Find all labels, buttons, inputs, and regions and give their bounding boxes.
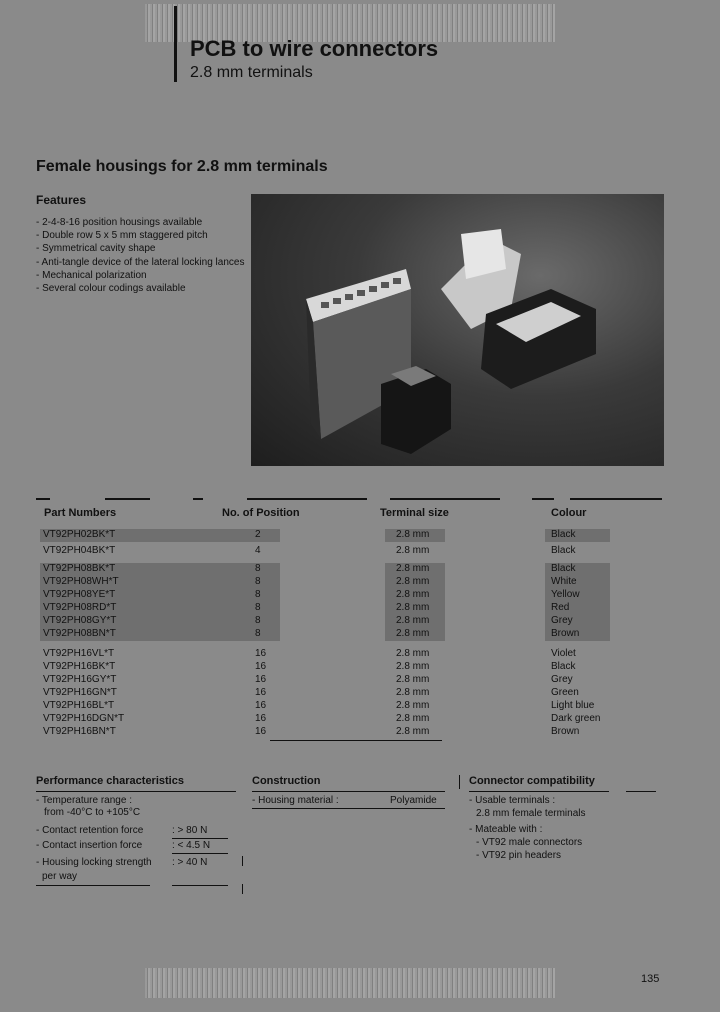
product-photo xyxy=(251,194,664,466)
compat-line: - VT92 male connectors xyxy=(476,837,583,848)
table-cell-colour: White xyxy=(551,576,577,587)
feature-item: - Double row 5 x 5 mm staggered pitch xyxy=(36,230,208,242)
perf-retention-label: - Contact retention force xyxy=(36,825,144,836)
table-cell-positions: 2 xyxy=(255,529,261,540)
table-cell-part: VT92PH02BK*T xyxy=(43,529,116,540)
table-cell-positions: 16 xyxy=(255,700,267,711)
table-cell-part: VT92PH16DGN*T xyxy=(43,713,125,724)
table-cell-colour: Brown xyxy=(551,726,580,737)
feature-item: - Mechanical polarization xyxy=(36,269,147,281)
perf-tick xyxy=(242,856,243,866)
table-cell-positions: 8 xyxy=(255,589,261,600)
construction-label: - Housing material : xyxy=(252,795,339,806)
compatibility-heading: Connector compatibility xyxy=(469,775,595,787)
table-cell-colour: Black xyxy=(551,563,576,574)
table-cell-size: 2.8 mm xyxy=(396,648,430,659)
table-cell-positions: 16 xyxy=(255,726,267,737)
table-rule xyxy=(105,498,150,500)
compat-line: - VT92 pin headers xyxy=(476,850,562,861)
features-list xyxy=(36,216,246,295)
table-cell-positions: 8 xyxy=(255,628,261,639)
perf-insertion-label: - Contact insertion force xyxy=(36,840,143,851)
compat-line: - Usable terminals : xyxy=(469,795,556,806)
table-cell-size: 2.8 mm xyxy=(396,589,430,600)
perf-insertion-value: : < 4.5 N xyxy=(172,840,211,851)
table-cell-colour: Light blue xyxy=(551,700,595,711)
features-heading: Features xyxy=(36,193,87,207)
connector-housings-image xyxy=(251,194,664,466)
table-cell-colour: Red xyxy=(551,602,570,613)
table-row xyxy=(0,563,720,576)
table-row xyxy=(0,700,720,713)
section-title: Female housings for 2.8 mm terminals xyxy=(36,158,328,175)
table-cell-positions: 8 xyxy=(255,615,261,626)
table-cell-colour: Violet xyxy=(551,648,576,659)
table-cell-size: 2.8 mm xyxy=(396,661,430,672)
perf-locking-label: - Housing locking strength xyxy=(36,857,152,868)
table-cell-size: 2.8 mm xyxy=(396,529,430,540)
table-cell-part: VT92PH08WH*T xyxy=(43,576,119,587)
table-cell-size: 2.8 mm xyxy=(396,687,430,698)
table-cell-size: 2.8 mm xyxy=(396,545,430,556)
table-cell-size: 2.8 mm xyxy=(396,615,430,626)
perf-locking-value: : > 40 N xyxy=(172,857,208,868)
perf-rule xyxy=(172,838,228,839)
table-cell-size: 2.8 mm xyxy=(396,563,430,574)
compatibility-rule xyxy=(469,791,609,792)
table-cell-colour: Black xyxy=(551,529,576,540)
table-row xyxy=(0,602,720,615)
scan-noise-bottom xyxy=(145,968,555,998)
feature-item: - Symmetrical cavity shape xyxy=(36,243,156,255)
table-cell-colour: Black xyxy=(551,545,576,556)
table-row xyxy=(0,674,720,687)
page-subtitle: 2.8 mm terminals xyxy=(190,64,313,81)
table-cell-positions: 16 xyxy=(255,687,267,698)
table-row xyxy=(0,661,720,674)
table-cell-part: VT92PH16VL*T xyxy=(43,648,115,659)
col-header-size: Terminal size xyxy=(380,507,449,519)
table-bottom-rule xyxy=(270,740,442,741)
compat-line: 2.8 mm female terminals xyxy=(476,808,586,819)
table-cell-part: VT92PH16BL*T xyxy=(43,700,115,711)
construction-value: Polyamide xyxy=(390,795,437,806)
col-header-part: Part Numbers xyxy=(44,507,117,519)
table-row xyxy=(0,687,720,700)
table-cell-colour: Dark green xyxy=(551,713,601,724)
table-rule xyxy=(247,498,367,500)
col-header-colour: Colour xyxy=(551,507,587,519)
column-separator xyxy=(459,775,460,789)
table-cell-part: VT92PH08YE*T xyxy=(43,589,116,600)
table-rule xyxy=(36,498,50,500)
table-cell-part: VT92PH16GN*T xyxy=(43,687,117,698)
table-cell-part: VT92PH08BK*T xyxy=(43,563,116,574)
col-header-positions: No. of Position xyxy=(222,507,300,519)
perf-rule xyxy=(172,853,228,854)
table-cell-part: VT92PH16GY*T xyxy=(43,674,117,685)
table-cell-size: 2.8 mm xyxy=(396,674,430,685)
table-cell-positions: 16 xyxy=(255,648,267,659)
table-cell-colour: Brown xyxy=(551,628,580,639)
page-title: PCB to wire connectors xyxy=(190,36,439,61)
table-cell-size: 2.8 mm xyxy=(396,602,430,613)
table-cell-colour: Black xyxy=(551,661,576,672)
page-number: 135 xyxy=(641,973,660,985)
table-cell-positions: 4 xyxy=(255,545,261,556)
table-cell-colour: Green xyxy=(551,687,579,698)
table-rule xyxy=(390,498,500,500)
table-cell-part: VT92PH16BN*T xyxy=(43,726,116,737)
table-cell-positions: 8 xyxy=(255,602,261,613)
table-cell-positions: 16 xyxy=(255,661,267,672)
table-cell-positions: 16 xyxy=(255,713,267,724)
table-cell-part: VT92PH08GY*T xyxy=(43,615,117,626)
table-cell-size: 2.8 mm xyxy=(396,726,430,737)
perf-tick xyxy=(242,884,243,894)
table-rule xyxy=(532,498,554,500)
feature-item: - Several colour codings available xyxy=(36,283,186,295)
table-cell-colour: Yellow xyxy=(551,589,580,600)
table-cell-size: 2.8 mm xyxy=(396,576,430,587)
compat-line: - Mateable with : xyxy=(469,824,543,835)
table-row xyxy=(0,615,720,628)
table-cell-size: 2.8 mm xyxy=(396,700,430,711)
table-row xyxy=(0,529,720,542)
table-row xyxy=(0,576,720,589)
feature-item: - 2-4-8-16 position housings available xyxy=(36,217,203,228)
table-cell-part: VT92PH04BK*T xyxy=(43,545,116,556)
table-row xyxy=(0,589,720,602)
perf-rule xyxy=(36,885,150,886)
header-rule xyxy=(174,6,177,82)
performance-rule xyxy=(36,791,236,792)
table-row xyxy=(0,713,720,726)
table-rule xyxy=(193,498,203,500)
perf-locking-unit: per way xyxy=(42,871,78,882)
table-cell-positions: 8 xyxy=(255,576,261,587)
table-cell-colour: Grey xyxy=(551,674,573,685)
construction-bottom-rule xyxy=(252,808,445,809)
construction-rule xyxy=(252,791,445,792)
perf-retention-value: : > 80 N xyxy=(172,825,208,836)
table-cell-size: 2.8 mm xyxy=(396,713,430,724)
table-row xyxy=(0,726,720,739)
table-cell-positions: 16 xyxy=(255,674,267,685)
table-rule xyxy=(570,498,662,500)
table-cell-colour: Grey xyxy=(551,615,573,626)
table-cell-size: 2.8 mm xyxy=(396,628,430,639)
table-row xyxy=(0,545,720,558)
table-cell-part: VT92PH08RD*T xyxy=(43,602,117,613)
performance-heading: Performance characteristics xyxy=(36,775,184,787)
compatibility-rule xyxy=(626,791,656,792)
table-cell-part: VT92PH08BN*T xyxy=(43,628,116,639)
feature-item: - Anti-tangle device of the lateral locking lances xyxy=(36,256,245,268)
perf-temp-label: - Temperature range : xyxy=(36,795,132,806)
perf-temp-range: from -40°C to +105°C xyxy=(44,807,141,818)
table-cell-positions: 8 xyxy=(255,563,261,574)
table-row xyxy=(0,628,720,641)
table-row xyxy=(0,648,720,661)
table-cell-part: VT92PH16BK*T xyxy=(43,661,116,672)
perf-rule xyxy=(172,885,228,886)
construction-heading: Construction xyxy=(252,775,321,787)
